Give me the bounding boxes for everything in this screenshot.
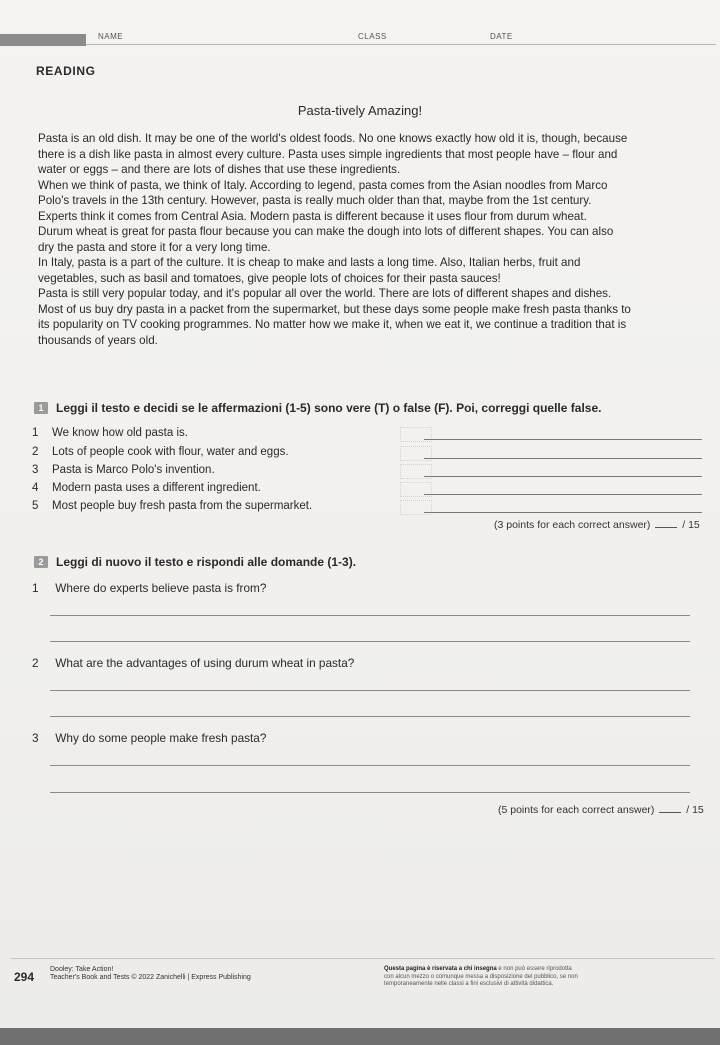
tf-item-statement: Most people buy fresh pasta from the supermarket.: [52, 500, 313, 512]
tf-item: [32, 500, 702, 516]
story-line: When we think of pasta, we think of Italy. According to legend, pasta comes from the Asian noodles from Marco: [38, 178, 608, 192]
class-label: CLASS: [358, 32, 387, 41]
story-line: Pasta is an old dish. It may be one of the world's oldest foods. No one knows exactly how old it is, though, because: [38, 132, 628, 145]
score-label: (5 points for each correct answer): [498, 804, 655, 816]
notice-rest: e non può essere riprodotta: [496, 966, 572, 972]
exercise-1-score: [494, 519, 700, 531]
answer-line[interactable]: [50, 641, 690, 642]
reading-text: [38, 131, 690, 348]
tf-item: [32, 427, 702, 443]
story-line: Polo's travels in the 13th century. However, pasta is really much older than that, maybe from the 1st century.: [38, 194, 592, 207]
tf-correction-line[interactable]: [424, 512, 702, 513]
notice-line: con alcun mezzo o comunque messa a disposizione del pubblico, se non: [384, 973, 578, 980]
story-line: there is a dish like pasta in almost every culture. Pasta uses simple ingredients that most people have – flour and: [38, 147, 618, 161]
tf-correction-line[interactable]: [424, 476, 702, 477]
tf-item-number: 2: [32, 446, 39, 458]
header-rule: [86, 44, 716, 45]
answer-line[interactable]: [50, 792, 690, 793]
score-blank[interactable]: [655, 527, 677, 528]
question-text: What are the advantages of using durum wheat in pasta?: [55, 656, 355, 670]
tf-item: [32, 464, 702, 480]
score-label: (3 points for each correct answer): [494, 519, 651, 531]
tf-item-number: 5: [32, 500, 39, 512]
tf-correction-line[interactable]: [424, 439, 702, 440]
book-credit: [50, 966, 251, 982]
score-total: / 15: [686, 804, 704, 816]
story-line: vegetables, such as basil and tomatoes, give people lots of choices for their pasta sauces!: [38, 271, 501, 285]
exercise-1-heading: [34, 401, 601, 415]
tf-correction-line[interactable]: [424, 494, 702, 495]
exercise-2-heading: [34, 555, 356, 569]
story-line: thousands of years old.: [38, 333, 158, 347]
tf-item-number: 3: [32, 464, 39, 476]
name-label: NAME: [98, 32, 124, 41]
question-number: 2: [32, 656, 39, 670]
book-title: Dooley: Take Action!: [50, 966, 114, 973]
answer-line[interactable]: [50, 716, 690, 717]
story-line: its popularity on TV cooking programmes. No matter how we make it, when we eat it, we continue a tradition that is: [38, 318, 627, 331]
table-surface: [0, 1028, 720, 1045]
story-line: Pasta is still very popular today, and it's popular all over the world. There are lots of different shapes and dishes.: [38, 287, 612, 300]
tf-item: [32, 446, 702, 462]
book-subtitle: Teacher's Book and Tests © 2022 Zanichelli | Express Publishing: [50, 974, 251, 981]
story-line: Durum wheat is great for pasta flour because you can make the dough into lots of different shapes. You can also: [38, 225, 614, 238]
question-text: Where do experts believe pasta is from?: [55, 581, 267, 595]
exercise-2-instruction: Leggi di nuovo il testo e rispondi alle domande (1-3).: [56, 555, 357, 569]
story-line: In Italy, pasta is a part of the culture. It is cheap to make and lasts a long time. Also, Italian herbs, fruit and: [38, 256, 581, 269]
story-line: water or eggs – and there are lots of dishes that use these ingredients.: [38, 163, 401, 176]
tf-item-number: 1: [32, 427, 39, 439]
answer-line[interactable]: [50, 615, 690, 616]
question-item: [32, 581, 266, 595]
tf-item-statement: Pasta is Marco Polo's invention.: [52, 464, 215, 476]
tf-item: [32, 482, 702, 498]
exercise-1-instruction: Leggi il testo e decidi se le affermazioni (1-5) sono vere (T) o false (F). Poi, correggi quelle false.: [56, 401, 602, 415]
story-title: Pasta-tively Amazing!: [297, 103, 423, 118]
score-blank[interactable]: [659, 812, 681, 813]
story-line: dry the pasta and store it for a very long time.: [38, 240, 271, 254]
exercise-2-number: 2: [34, 556, 48, 568]
tf-correction-line[interactable]: [424, 458, 702, 459]
story-line: Most of us buy dry pasta in a packet from the supermarket, but these days some people make fresh pasta thanks to: [38, 302, 631, 316]
answer-line[interactable]: [50, 765, 690, 766]
section-title: READING: [36, 64, 96, 78]
footer-rule: [10, 958, 715, 959]
tf-item-statement: Modern pasta uses a different ingredient.: [52, 482, 261, 494]
question-number: 1: [32, 581, 39, 595]
tf-item-number: 4: [32, 482, 39, 494]
date-label: DATE: [490, 32, 513, 41]
exercise-2-score: [498, 804, 704, 816]
question-item: [32, 656, 354, 670]
question-item: [32, 731, 266, 745]
question-number: 3: [32, 731, 39, 745]
story-line: Experts think it comes from Central Asia. Modern pasta is different because it uses flour from durum wheat.: [38, 209, 587, 223]
page-number: 294: [14, 970, 35, 984]
header-band: [0, 34, 86, 46]
notice-bold: Questa pagina è riservata a chi insegna: [384, 966, 497, 972]
notice-line: temporaneamente nelle classi a fini esclusivi di attività didattica.: [384, 981, 554, 987]
exercise-1-number: 1: [34, 402, 48, 414]
tf-item-statement: Lots of people cook with flour, water and eggs.: [52, 446, 289, 458]
copyright-notice: [384, 966, 704, 989]
tf-item-statement: We know how old pasta is.: [52, 427, 188, 439]
question-text: Why do some people make fresh pasta?: [55, 731, 267, 745]
answer-line[interactable]: [50, 690, 690, 691]
score-total: / 15: [682, 519, 700, 531]
